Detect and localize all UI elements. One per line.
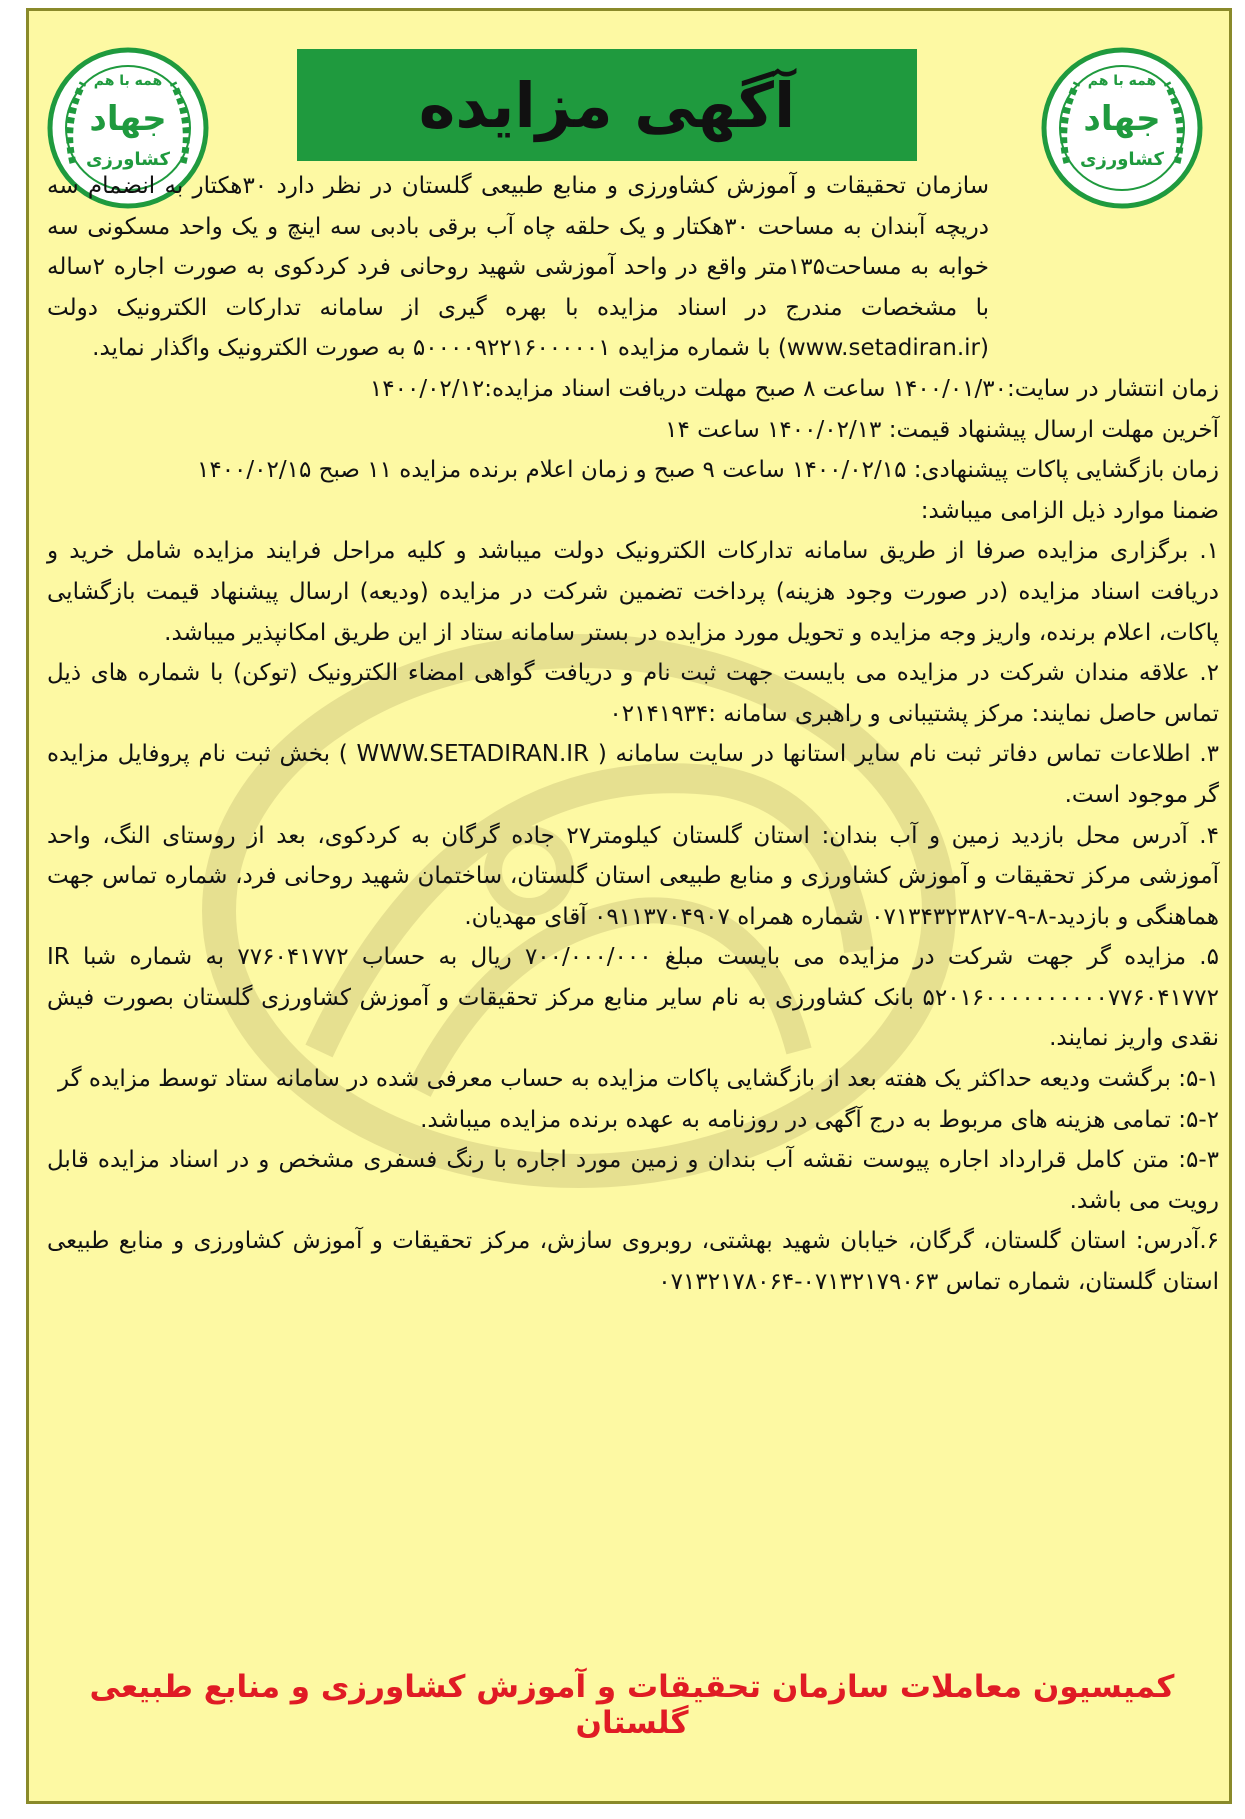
publish-date-line: زمان انتشار در سایت:۱۴۰۰/۰۱/۳۰ ساعت ۸ صبح مهلت دریافت اسناد مزایده:۱۴۰۰/۰۲/۱۲ — [369, 375, 1219, 402]
logo-top-text: همه با هم — [1087, 73, 1157, 89]
logo-top-text: همه با هم — [93, 73, 163, 89]
item-5-2: ۵-۲: تمامی هزینه های مربوط به درج آگهی در روزنامه به عهده برنده مزایده میباشد. — [420, 1106, 1219, 1133]
item-5-1: ۵-۱: برگشت ودیعه حداکثر یک هفته بعد از بازگشایی پاکات مزایده به حساب معرفی شده در سامانه ستاد توسط مزایده گر — [57, 1066, 1219, 1093]
notice-frame — [26, 8, 1232, 1804]
title-banner — [297, 49, 917, 161]
notice-title: آگهی مزایده — [418, 68, 796, 142]
logo-bottom-text: کشاورزی — [86, 149, 170, 170]
item-1: ۱. برگزاری مزایده صرفا از طریق سامانه تدارکات الکترونیک دولت میباشد و کلیه مراحل فرایند مزایده شامل خرید و دریافت اسناد مزایده (در صورت وجود هزینه) پرداخت تضمین شرکت در مزایده (ودیعه) ارسال پیشنهاد قیمت بازگشایی پاکات، اعلام برنده، واریز وجه مزایده و تحویل مورد مزایده در بستر سامانه ستاد از این طریق امکانپذیر میباشد. — [47, 538, 1219, 646]
logo-bottom-text: کشاورزی — [1080, 149, 1164, 170]
footer-commission: کمیسیون معاملات سازمان تحقیقات و آموزش کشاورزی و منابع طبیعی گلستان — [89, 1669, 1175, 1741]
item-6: ۶.آدرس: استان گلستان، گرگان، خیابان شهید بهشتی، روبروی سازش، مرکز تحقیقات و آموزش کشاورزی و منابع طبیعی استان گلستان، شماره تماس ۰۷۱۳۲۱۷۹۰۶۳-۰۷۱۳۲۱۷۸۰۶۴ — [47, 1228, 1219, 1296]
opening-date-line: زمان بازگشایی پاکات پیشنهادی: ۱۴۰۰/۰۲/۱۵ ساعت ۹ صبح و زمان اعلام برنده مزایده ۱۱ صبح ۱۴۰۰/۰۲/۱۵ — [196, 457, 1219, 484]
item-4: ۴. آدرس محل بازدید زمین و آب بندان: استان گلستان کیلومتر۲۷ جاده گرگان به کردکوی، بعد از روستای النگ، واحد آموزشی مرکز تحقیقات و آموزش کشاورزی و منابع طبیعی استان گلستان، ساختمان شهید روحانی فرد، شماره تماس جهت هماهنگی و بازدید-۸-۹-۰۷۱۳۴۳۲۳۸۲۷ شماره همراه ۰۹۱۱۳۷۰۴۹۰۷ آقای مهدیان. — [47, 822, 1219, 930]
item-5-3: ۵-۳: متن کامل قرارداد اجاره پیوست نقشه آب بندان و زمین مورد اجاره با رنگ فسفری مشخص و در اسناد مزایده قابل رویت می باشد. — [47, 1147, 1219, 1214]
bid-deadline-line: آخرین مهلت ارسال پیشنهاد قیمت: ۱۴۰۰/۰۲/۱۳ ساعت ۱۴ — [665, 416, 1219, 443]
item-3: ۳. اطلاعات تماس دفاتر ثبت نام سایر استانها در سایت سامانه ( WWW.SETADIRAN.IR ) بخش ثبت نام پروفایل مزایده گر موجود است. — [47, 741, 1219, 808]
logo-main-text: جهاد — [89, 99, 167, 139]
requirements-heading: ضمنا موارد ذیل الزامی میباشد: — [920, 497, 1219, 524]
intro-paragraph: سازمان تحقیقات و آموزش کشاورزی و منابع طبیعی گلستان در نظر دارد ۳۰هکتار به انضمام سه دریچه آبندان به مساحت ۳۰هکتار و یک حلقه چاه آب برقی بادبی سه اینچ و یک واحد مسکونی سه خوابه به مساحت۱۳۵متر واقع در واحد آموزشی شهید روحانی فرد کردکوی به صورت اجاره ۲ساله با مشخصات مندرج در اسناد مزایده با بهره گیری از سامانه تدارکات الکترونیک دولت (www.setadiran.ir) با شماره مزایده ۵۰۰۰۰۹۲۲۱۶۰۰۰۰۰۱ به صورت الکترونیک واگذار نماید. — [47, 173, 990, 362]
item-2: ۲. علاقه مندان شرکت در مزایده می بایست جهت ثبت نام و دریافت گواهی امضاء الکترونیک (توکن) با شماره های ذیل تماس حاصل نمایند: مرکز پشتیبانی و راهبری سامانه :۰۲۱۴۱۹۳۴ — [47, 660, 1219, 727]
logo-main-text: جهاد — [1083, 99, 1161, 139]
item-5: ۵. مزایده گر جهت شرکت در مزایده می بایست مبلغ ۷۰۰/۰۰۰/۰۰۰ ریال به حساب ۷۷۶۰۴۱۷۷۲ به شماره شبا IR ۵۲۰۱۶۰۰۰۰۰۰۰۰۰۰۷۷۶۰۴۱۷۷۲ بانک کشاورزی به نام سایر منابع مرکز تحقیقات و آموزش کشاورزی گلستان بصورت فیش نقدی واریز نمایند. — [47, 944, 1219, 1052]
notice-body — [47, 166, 1219, 1303]
